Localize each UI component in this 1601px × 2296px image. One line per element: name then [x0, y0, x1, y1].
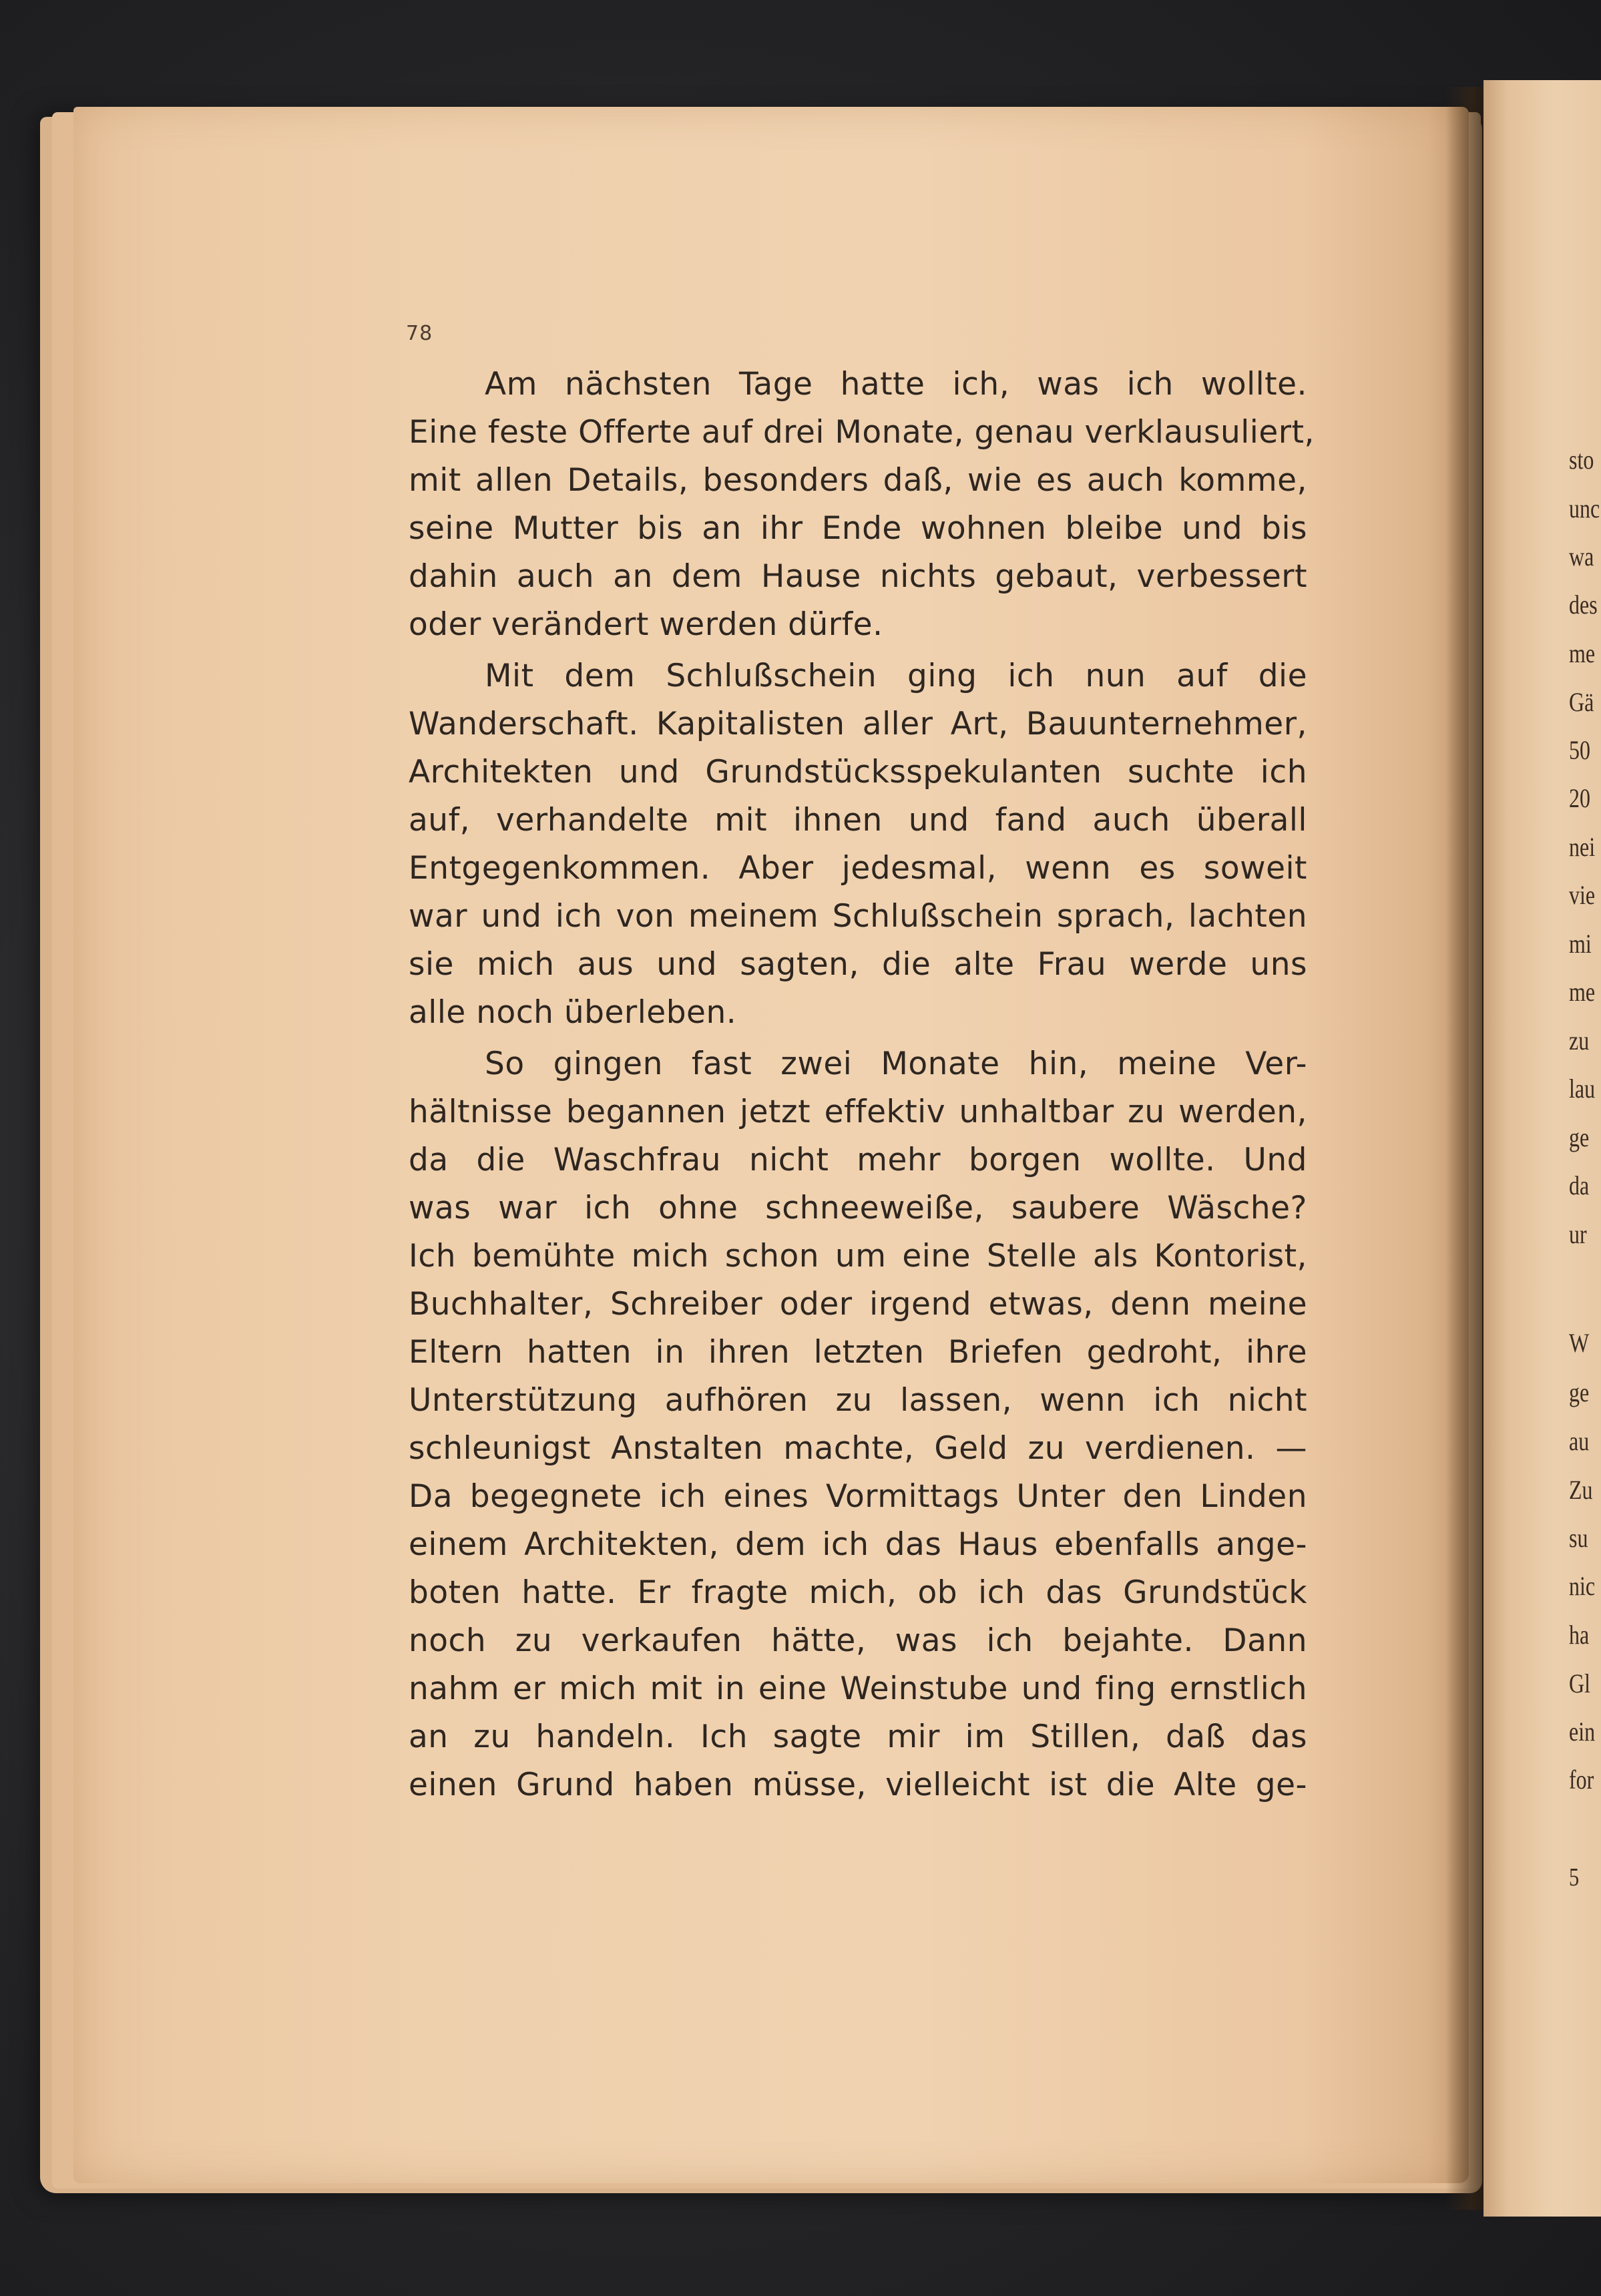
- text-line: einen Grund haben müsse, vielleicht ist die Alte ge-: [409, 1767, 1307, 1803]
- facing-fragment: nei: [1569, 832, 1596, 862]
- facing-fragment: 20: [1569, 783, 1590, 813]
- facing-fragment: vie: [1569, 880, 1596, 910]
- facing-page: [1483, 80, 1601, 2217]
- facing-fragment: des: [1569, 590, 1598, 620]
- text-line: alle noch überleben.: [409, 994, 737, 1031]
- facing-fragment: ge: [1569, 1122, 1590, 1152]
- text-line: hältnisse begannen jetzt effektiv unhaltbar zu werden,: [409, 1094, 1307, 1130]
- facing-fragment: ha: [1569, 1620, 1590, 1650]
- facing-fragment: Zu: [1569, 1475, 1593, 1505]
- facing-fragment: Gä: [1569, 687, 1594, 717]
- text-line: Eltern hatten in ihren letzten Briefen gedroht, ihre: [409, 1334, 1307, 1371]
- text-line: So gingen fast zwei Monate hin, meine Ver-: [485, 1046, 1307, 1082]
- facing-fragment: sto: [1569, 445, 1594, 475]
- text-line: mit allen Details, besonders daß, wie es auch komme,: [409, 462, 1307, 499]
- page-number: 78: [406, 322, 433, 345]
- facing-fragment: au: [1569, 1426, 1590, 1456]
- text-line: boten hatte. Er fragte mich, ob ich das Grundstück: [409, 1574, 1307, 1611]
- facing-fragment: wa: [1569, 541, 1594, 571]
- text-line: Unterstützung aufhören zu lassen, wenn ich nicht: [409, 1382, 1307, 1419]
- text-line: Entgegenkommen. Aber jedesmal, wenn es soweit: [409, 850, 1307, 887]
- text-line: sie mich aus und sagten, die alte Frau werde uns: [409, 946, 1307, 983]
- facing-fragment: lau: [1569, 1074, 1596, 1104]
- facing-fragment: me: [1569, 977, 1596, 1007]
- facing-fragment: ur: [1569, 1219, 1587, 1249]
- text-line: schleunigst Anstalten machte, Geld zu verdienen. —: [409, 1430, 1307, 1467]
- facing-fragment: W: [1569, 1328, 1590, 1358]
- facing-fragment: mi: [1569, 929, 1592, 959]
- text-line: Mit dem Schlußschein ging ich nun auf die: [485, 658, 1307, 694]
- facing-fragment: 50: [1569, 735, 1590, 765]
- facing-fragment: ge: [1569, 1377, 1590, 1407]
- text-line: einem Architekten, dem ich das Haus ebenfalls ange-: [409, 1526, 1307, 1563]
- facing-fragment: su: [1569, 1523, 1588, 1553]
- text-line: was war ich ohne schneeweiße, saubere Wäsche?: [409, 1190, 1307, 1226]
- text-line: oder verändert werden dürfe.: [409, 606, 883, 643]
- text-line: seine Mutter bis an ihr Ende wohnen bleibe und bis: [409, 510, 1307, 547]
- text-line: dahin auch an dem Hause nichts gebaut, verbessert: [409, 558, 1307, 595]
- text-line: nahm er mich mit in eine Weinstube und fing ernstlich: [409, 1670, 1307, 1707]
- facing-page-number: 5: [1569, 1863, 1580, 1891]
- text-line: Da begegnete ich eines Vormittags Unter den Linden: [409, 1478, 1307, 1515]
- facing-fragment: me: [1569, 638, 1596, 668]
- text-line: auf, verhandelte mit ihnen und fand auch überall: [409, 802, 1307, 839]
- text-line: an zu handeln. Ich sagte mir im Stillen, daß das: [409, 1718, 1307, 1755]
- facing-fragment: zu: [1569, 1025, 1590, 1056]
- text-line: Am nächsten Tage hatte ich, was ich wollte.: [485, 366, 1307, 403]
- facing-fragment: unc: [1569, 493, 1600, 523]
- text-line: Wanderschaft. Kapitalisten aller Art, Bauunternehmer,: [409, 706, 1307, 742]
- facing-fragment: ein: [1569, 1716, 1596, 1747]
- facing-fragment: Gl: [1569, 1668, 1590, 1698]
- facing-fragment: for: [1569, 1765, 1594, 1795]
- facing-fragment: da: [1569, 1170, 1590, 1200]
- text-line: Architekten und Grundstücksspekulanten suchte ich: [409, 754, 1307, 790]
- text-line: noch zu verkaufen hätte, was ich bejahte. Dann: [409, 1622, 1307, 1659]
- text-line: Buchhalter, Schreiber oder irgend etwas, denn meine: [409, 1286, 1307, 1323]
- facing-fragment: nic: [1569, 1571, 1596, 1601]
- body-text: [409, 361, 1315, 1809]
- text-line: war und ich von meinem Schlußschein sprach, lachten: [409, 898, 1307, 935]
- text-line: Eine feste Offerte auf drei Monate, genau verklausuliert,: [409, 414, 1315, 451]
- text-line: Ich bemühte mich schon um eine Stelle als Kontorist,: [409, 1238, 1307, 1275]
- text-line: da die Waschfrau nicht mehr borgen wollte. Und: [409, 1142, 1307, 1178]
